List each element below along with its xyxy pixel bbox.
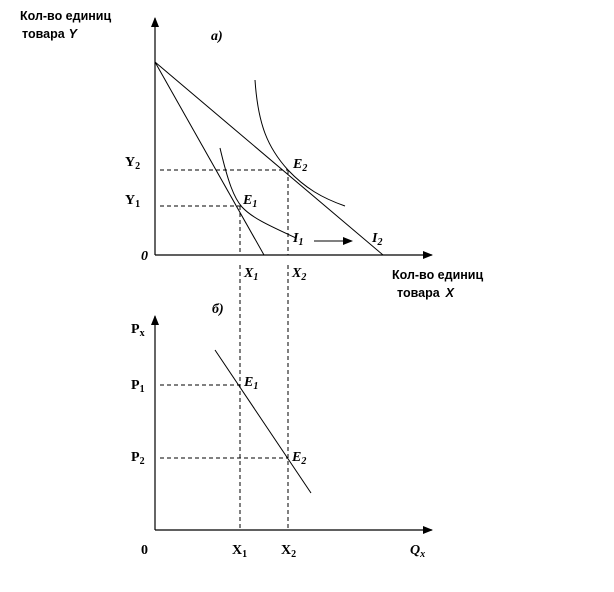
- budget-line-1: [155, 62, 264, 255]
- panel-b-x2-label: $X_2$: [281, 543, 297, 560]
- income-label-2: $I_2$: [372, 231, 383, 248]
- panel-b-point-e2: $E_2$: [292, 450, 307, 467]
- panel-a-origin: 0: [141, 249, 148, 264]
- panel-a-point-e1: $E_1$: [243, 193, 258, 210]
- panel-a-x2-label: $X_2$: [292, 266, 307, 283]
- panel-b: [131, 265, 432, 560]
- panel-b-caption: б): [212, 302, 224, 317]
- panel-b-x1-label: $X_1$: [232, 543, 248, 560]
- panel-a-x-axis-title-line2: товара X: [397, 286, 454, 300]
- panel-a-y2-label: $Y_2$: [125, 155, 141, 172]
- panel-a-y-axis-title-line1: Кол-во единиц: [20, 9, 112, 23]
- panel-a-y-axis-title-line2: товара Y: [22, 27, 77, 41]
- panel-b-p2-label: $P_2$: [131, 450, 145, 467]
- panel-b-x-axis-title: $Q_x$: [410, 543, 426, 560]
- panel-a-x-axis-title-line1: Кол-во единиц: [392, 268, 484, 282]
- panel-a-caption: а): [211, 29, 223, 44]
- panel-b-p1-label: $P_1$: [131, 378, 145, 395]
- panel-b-y-axis-title: $P_x$: [131, 322, 145, 339]
- budget-line-2: [155, 62, 383, 255]
- panel-a-point-e2: $E_2$: [293, 157, 308, 174]
- indifference-curve-1: [220, 148, 296, 238]
- panel-a-x1-label: $X_1$: [244, 266, 259, 283]
- income-label-1: $I_1$: [293, 231, 304, 248]
- panel-b-origin: 0: [141, 543, 148, 558]
- demand-curve: [215, 350, 311, 493]
- panel-b-point-e1: $E_1$: [244, 375, 259, 392]
- panel-a: [20, 9, 483, 300]
- panel-a-y1-label: $Y_1$: [125, 193, 141, 210]
- indifference-curve-2: [255, 80, 345, 206]
